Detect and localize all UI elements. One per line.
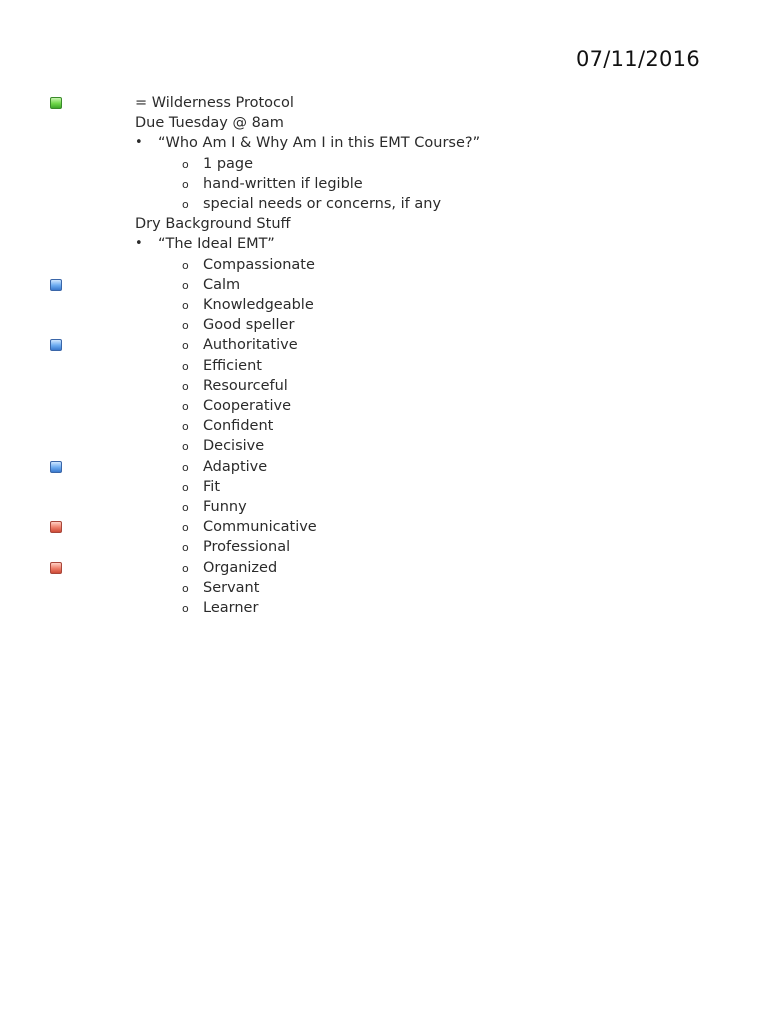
outline-text: Organized [203,560,278,576]
outline-text: Communicative [203,519,317,535]
sub-bullet-marker: o [182,440,189,453]
outline-text: Decisive [203,438,265,454]
green-tag-icon[interactable] [50,97,62,109]
outline-text: 1 page [203,156,254,172]
sub-bullet-marker: o [182,380,189,393]
outline-text: special needs or concerns, if any [203,196,442,212]
outline-text: Compassionate [203,257,315,273]
sub-bullet-marker: o [182,299,189,312]
outline-text: hand-written if legible [203,176,363,192]
outline-line: Due Tuesday @ 8am [135,115,284,131]
outline-text: Adaptive [203,459,268,475]
sub-bullet-marker: o [182,339,189,352]
sub-bullet-marker: o [182,501,189,514]
red-tag-icon[interactable] [50,521,62,533]
outline-text: Learner [203,600,259,616]
outline-text: Knowledgeable [203,297,314,313]
outline-text: “Who Am I & Why Am I in this EMT Course?” [158,135,481,151]
blue-tag-icon[interactable] [50,461,62,473]
bullet-marker: • [135,236,143,251]
outline-line: Dry Background Stuff [135,216,291,232]
sub-bullet-marker: o [182,400,189,413]
outline-text: Confident [203,418,274,434]
sub-bullet-marker: o [182,420,189,433]
sub-bullet-marker: o [182,481,189,494]
outline-text: Cooperative [203,398,292,414]
sub-bullet-marker: o [182,279,189,292]
sub-bullet-marker: o [182,319,189,332]
outline-text: Fit [203,479,220,495]
outline-text: “The Ideal EMT” [158,236,275,252]
sub-bullet-marker: o [182,178,189,191]
blue-tag-icon[interactable] [50,339,62,351]
sub-bullet-marker: o [182,158,189,171]
sub-bullet-marker: o [182,259,189,272]
sub-bullet-marker: o [182,582,189,595]
outline-line: = Wilderness Protocol [135,95,294,111]
sub-bullet-marker: o [182,461,189,474]
outline-text: Funny [203,499,247,515]
outline-text: Good speller [203,317,295,333]
sub-bullet-marker: o [182,198,189,211]
outline-text: Authoritative [203,337,298,353]
red-tag-icon[interactable] [50,562,62,574]
outline-text: Professional [203,539,291,555]
sub-bullet-marker: o [182,562,189,575]
sub-bullet-marker: o [182,521,189,534]
page-date: 07/11/2016 [575,47,700,71]
outline-text: Servant [203,580,260,596]
sub-bullet-marker: o [182,602,189,615]
outline-text: Efficient [203,358,262,374]
bullet-marker: • [135,135,143,150]
blue-tag-icon[interactable] [50,279,62,291]
outline-text: Resourceful [203,378,288,394]
sub-bullet-marker: o [182,541,189,554]
outline-text: Calm [203,277,241,293]
sub-bullet-marker: o [182,360,189,373]
